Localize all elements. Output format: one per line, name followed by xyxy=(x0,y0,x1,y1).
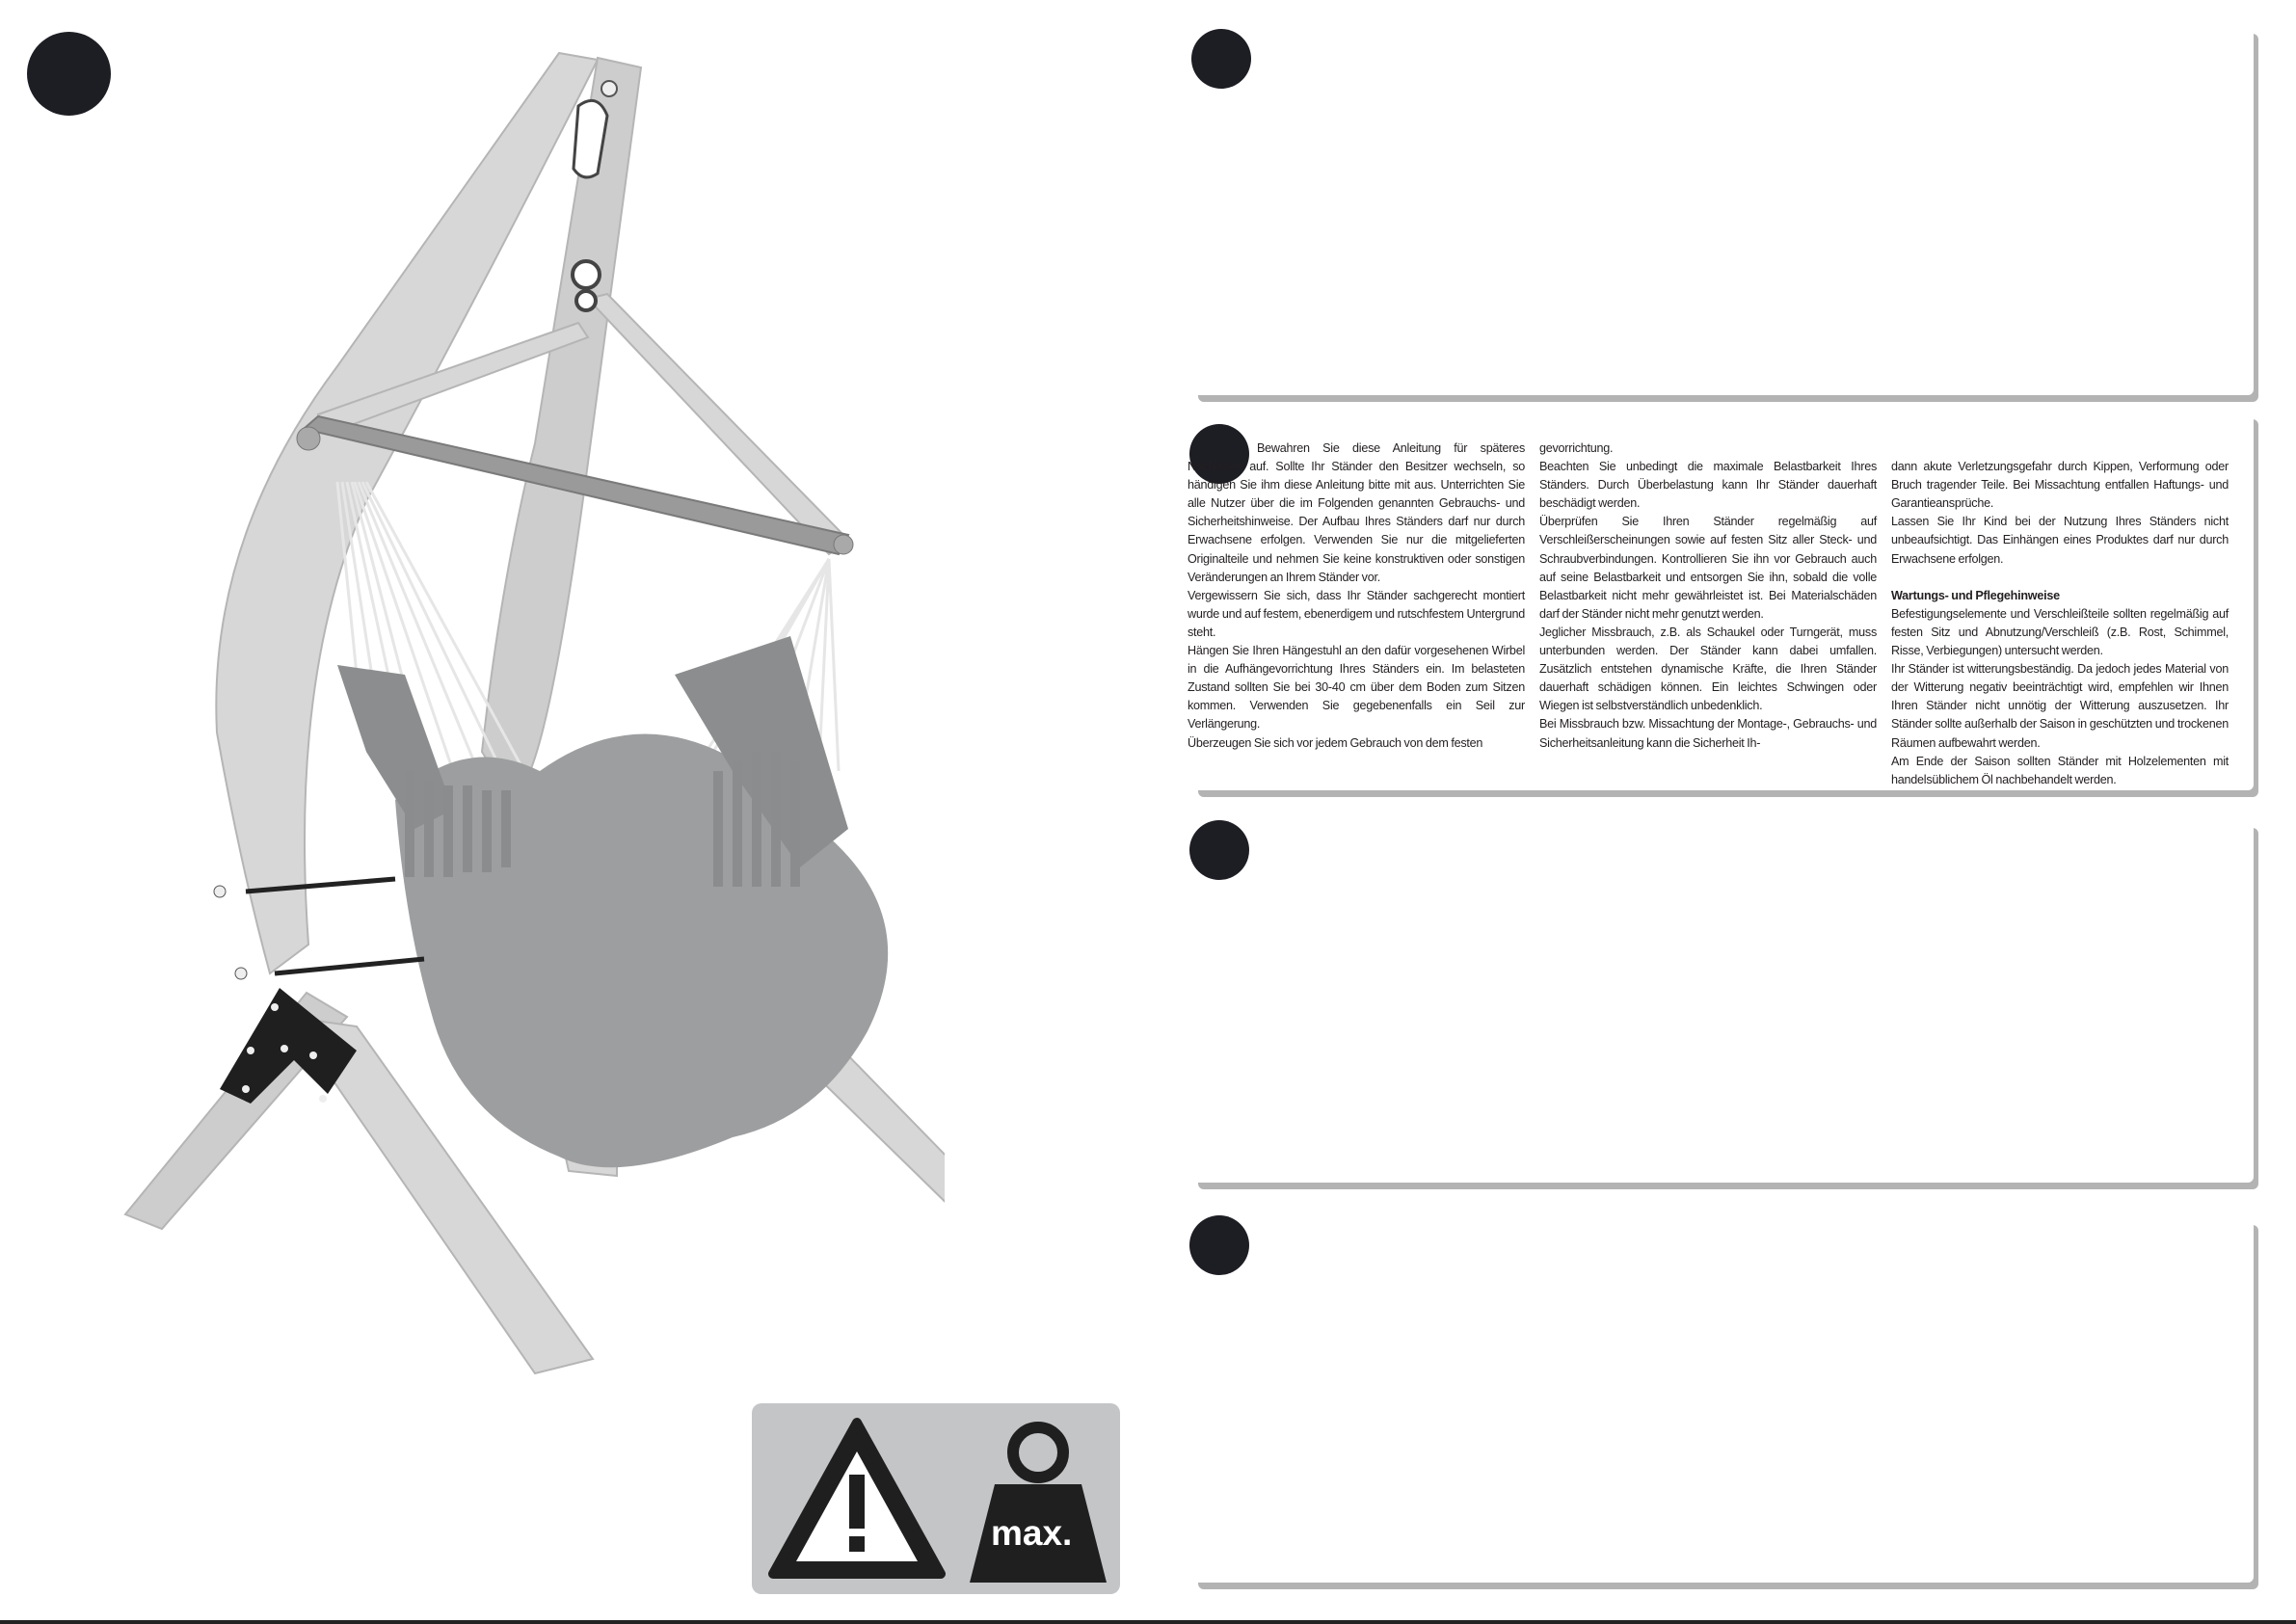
section-marker-dot xyxy=(1189,1215,1249,1275)
warning-panel xyxy=(752,1403,1120,1594)
content-panel-3 xyxy=(1193,821,2254,1183)
maintenance-text: Befestigungselemente und Verschleißteile sollten regelmäßig auf festen Sitz und Abnutzung/Verschleiß (z.B. Rost, Schimmel, Risse, Verbiegungen) untersucht werden. Ihr Ständer ist witterungsbeständig. Da jedoch jedes Material von der Witterung negativ beeinträchtigt wird, empfehlen wir Ihnen Ihren Ständer nicht unnötig der Witterung auszusetzen. Ihr Ständer sollte außerhalb der Saison in geschützten und trockenen Räumen aufbewahrt werden. Am Ende der Saison sollten Ständer mit Holzelementen mit handelsüblichem Öl nachbehandelt werden. xyxy=(1891,606,2229,786)
content-panel-1 xyxy=(1193,27,2254,395)
section-marker-dot xyxy=(1191,29,1251,89)
maintenance-heading: Wartungs- und Pflegehinweise xyxy=(1891,588,2060,602)
content-panel-4 xyxy=(1193,1218,2254,1583)
instructions-column-2: gevorrichtung. Beachten Sie unbedingt die maximale Belastbarkeit Ihres Ständers. Durch Überbelastung kann Ihr Ständer dauerhaft beschädigt werden. Überprüfen Sie Ihren Ständer regelmäßig auf Verschleißerscheinungen sowie auf festen Sitz aller Steck- und Schraubverbindungen. Kontrollieren Sie ihn vor Gebrauch auch auf seine Belastbarkeit und entsorgen Sie ihn, sobald die volle Belastbarkeit nicht mehr gewährleistet ist. Bei Materialschäden darf der Ständer nicht mehr genutzt werden. Jeglicher Missbrauch, z.B. als Schaukel oder Turngerät, muss unterbunden werden. Der Ständer kann dabei umfallen. Zusätzlich entstehen dynamische Kräfte, die Ihren Ständer dauerhaft schädigen können. Ein leichtes Schwingen oder Wiegen ist selbstverständlich unbedenklich. Bei Missbrauch bzw. Missachtung der Montage-, Gebrauchs- und Sicherheitsanleitung kann die Sicherheit Ih- xyxy=(1539,441,1877,750)
page-bottom-rule xyxy=(0,1620,2296,1624)
section-marker-dot xyxy=(1189,820,1249,880)
warning-triangle-icon xyxy=(765,1415,948,1584)
section-marker-dot xyxy=(27,32,111,116)
max-label: max. xyxy=(991,1513,1073,1553)
instructions-column-3-text: dann akute Verletzungsgefahr durch Kippen, Verformung oder Bruch tragender Teile. Bei Missachtung entfallen Haftungs- und Garantieansprüche. Lassen Sie Ihr Kind bei der Nutzung Ihres Ständers nicht unbeaufsichtigt. Das Einhängen eines Produktes darf nur durch Erwachsene erfolgen. xyxy=(1891,460,2229,566)
instructions-column-3 xyxy=(1891,439,2229,789)
max-weight-icon xyxy=(966,1417,1110,1585)
hammock-chair-stand-illustration xyxy=(116,39,945,1388)
instructions-column-1: Bewahren Sie diese Anleitung für späteres Nachlesen auf. Sollte Ihr Ständer den Besitzer wechseln, so händigen Sie ihm diese Anleitung bitte mit aus. Unterrichten Sie alle Nutzer über die im Folgenden genannten Gebrauchs- und Sicherheitshinweise. Der Aufbau Ihres Ständers darf nur durch Erwachsene erfolgen. Verwenden Sie nur die mitgelieferten Originalteile und nehmen Sie keine konstruktiven oder sonstigen Veränderungen an Ihrem Ständer vor. Vergewissern Sie sich, dass Ihr Ständer sachgerecht montiert wurde und auf festem, ebenerdigem und rutschfestem Untergrund steht. Hängen Sie Ihren Hängestuhl an den dafür vorgesehenen Wirbel in die Aufhängevorrichtung Ihres Ständers ein. Im belasteten Zustand sollten Sie bei 30-40 cm über dem Boden zum Sitzen kommen. Verwenden Sie gegebenenfalls ein Seil zur Verlängerung. Überzeugen Sie sich vor jedem Gebrauch von dem festen xyxy=(1188,441,1525,750)
